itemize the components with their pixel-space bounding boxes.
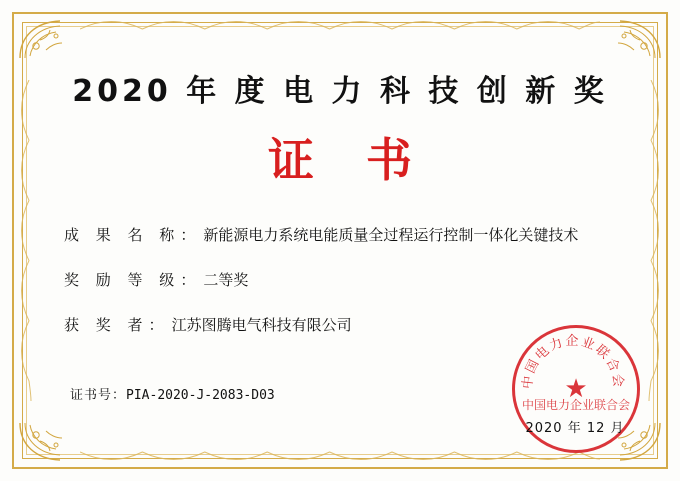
certificate-number (70, 384, 275, 403)
certificate-fields (40, 224, 640, 335)
seal-star-icon: ★ (564, 374, 588, 404)
field-colon: ： (148, 316, 164, 334)
field-value: 新能源电力系统电能质量全过程运行控制一体化关键技术 (203, 226, 579, 244)
certificate-title: 2020 年 度 电 力 科 技 创 新 奖 (72, 74, 608, 109)
certificate-number-label: 证书号： (70, 388, 127, 403)
seal-arc-text: 中国电力企业联合会 (520, 334, 626, 390)
field-colon: ： (180, 271, 196, 289)
field-row-achievement-name (64, 224, 640, 245)
official-seal (512, 325, 642, 455)
field-colon: ： (180, 226, 196, 244)
field-label: 奖 励 等 级 (64, 271, 181, 289)
seal-date: 2020 年 12 月 (525, 421, 625, 436)
seal-org-text: 中国电力企业联合会 (521, 398, 630, 412)
field-label: 获 奖 者 (64, 316, 149, 334)
edge-ornament-icon (648, 80, 666, 401)
field-value: 江苏图腾电气科技有限公司 (171, 316, 352, 334)
edge-ornament-icon (14, 80, 32, 401)
certificate-number-value: PIA-2020-J-2083-D03 (126, 388, 275, 403)
edge-ornament-icon (80, 16, 600, 32)
field-value: 二等奖 (203, 271, 249, 289)
field-label: 成 果 名 称 (64, 226, 181, 244)
certificate-subtitle: 证 书 (267, 133, 430, 187)
field-row-award-level (64, 269, 640, 290)
